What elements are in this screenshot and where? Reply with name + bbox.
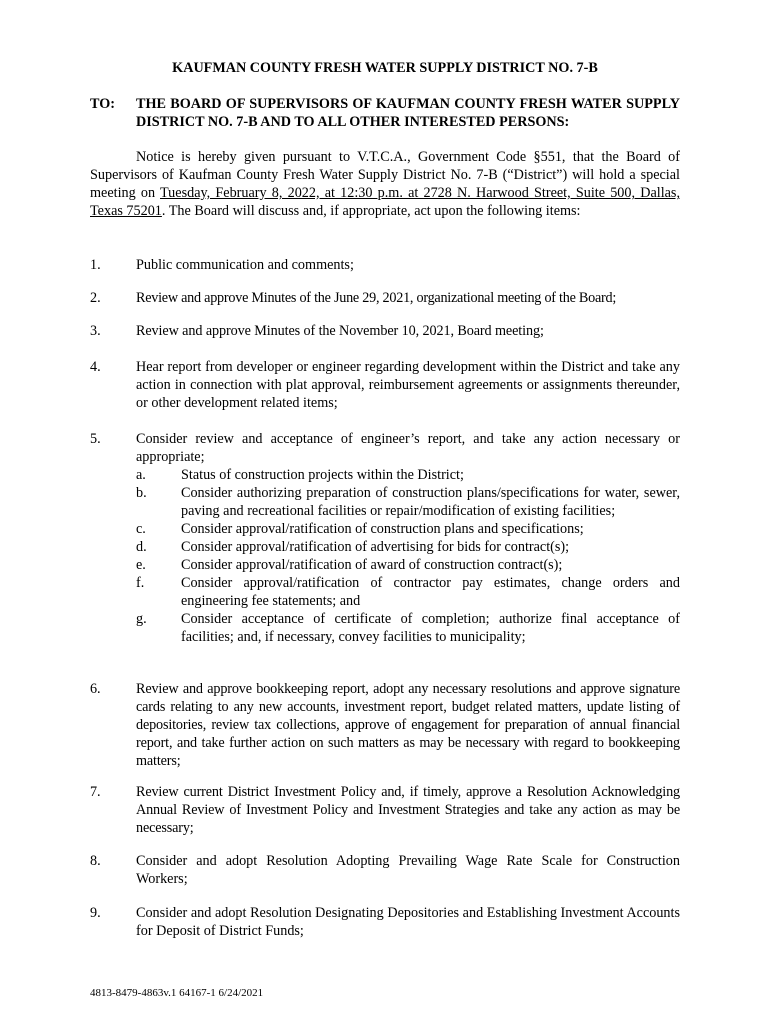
agenda-subitem [136, 610, 680, 646]
subitem-text: Consider approval/ratification of contractor pay estimates, change orders and engineering fee statements; and [181, 575, 680, 609]
agenda-item-text: Consider review and acceptance of engineer’s report, and take any action necessary or appropriate; [136, 431, 680, 465]
agenda-item [90, 783, 680, 837]
agenda-subitem [136, 520, 680, 538]
agenda-item [90, 430, 680, 646]
agenda-item [90, 322, 680, 340]
agenda-item-number: 6. [90, 681, 101, 697]
subitem-text: Status of construction projects within the District; [181, 467, 464, 483]
agenda-item-text: Consider and adopt Resolution Designating Depositories and Establishing Investment Accounts for Deposit of District Funds; [136, 905, 680, 939]
addressee-label: TO: [90, 96, 115, 112]
agenda-item [90, 852, 680, 888]
agenda-item-text: Consider and adopt Resolution Adopting Prevailing Wage Rate Scale for Construction Workers; [136, 853, 680, 887]
subitem-letter: b. [136, 485, 147, 501]
agenda-subitem [136, 556, 680, 574]
agenda-item-number: 1. [90, 257, 101, 273]
agenda-item-number: 9. [90, 905, 101, 921]
agenda-item [90, 904, 680, 940]
agenda-item-text: Review current District Investment Policy and, if timely, approve a Resolution Acknowledging Annual Review of Investment Policy and Investment Strategies and take any action as may be necessary; [136, 784, 680, 836]
agenda-item [90, 680, 680, 770]
agenda-item [90, 358, 680, 412]
agenda-item-number: 2. [90, 290, 101, 306]
subitem-letter: g. [136, 611, 147, 627]
notice-text-before: Notice is hereby given pursuant to V.T.C.A., Government Code §551, that the Board of Supervisors of Kaufman County Fresh Water Supply District No. 7-B (“District”) will hold a special meeting on [90, 149, 680, 201]
subitem-letter: c. [136, 521, 146, 537]
agenda-item-number: 5. [90, 431, 101, 447]
agenda-item-text: Review and approve Minutes of the November 10, 2021, Board meeting; [136, 323, 544, 339]
agenda-item-text: Review and approve Minutes of the June 29, 2021, organizational meeting of the Board; [136, 290, 617, 306]
subitem-text: Consider authorizing preparation of construction plans/specifications for water, sewer, paving and recreational facilities or repair/modification of existing facilities; [181, 485, 680, 519]
subitem-text: Consider acceptance of certificate of completion; authorize final acceptance of facilities; and, if necessary, convey facilities to municipality; [181, 611, 680, 645]
document-footer-id: 4813-8479-4863v.1 64167-1 6/24/2021 [90, 987, 264, 999]
agenda-subitem [136, 466, 680, 484]
document-title: KAUFMAN COUNTY FRESH WATER SUPPLY DISTRICT NO. 7-B [172, 60, 598, 76]
addressee-text: THE BOARD OF SUPERVISORS OF KAUFMAN COUNTY FRESH WATER SUPPLY DISTRICT NO. 7-B AND TO ALL OTHER INTERESTED PERSONS: [136, 96, 680, 130]
subitem-letter: d. [136, 539, 147, 555]
agenda-item-number: 8. [90, 853, 101, 869]
agenda-item [90, 289, 680, 307]
agenda-subitem [136, 538, 680, 556]
agenda-item [90, 256, 680, 274]
subitem-text: Consider approval/ratification of construction plans and specifications; [181, 521, 584, 537]
subitem-text: Consider approval/ratification of award of construction contract(s); [181, 557, 563, 573]
notice-paragraph [90, 148, 680, 220]
subitem-text: Consider approval/ratification of advertising for bids for contract(s); [181, 539, 570, 555]
meeting-date-location: Tuesday, February 8, 2022, at 12:30 p.m. at 2728 N. Harwood Street, Suite 500, Dallas, Texas 75201 [90, 185, 680, 219]
agenda-item-text: Public communication and comments; [136, 257, 354, 273]
agenda-subitem [136, 484, 680, 520]
agenda-item-number: 4. [90, 359, 101, 375]
notice-text-after: . The Board will discuss and, if appropriate, act upon the following items: [161, 203, 581, 219]
agenda-item-number: 7. [90, 784, 101, 800]
document-page [90, 0, 680, 1024]
subitem-letter: f. [136, 575, 145, 591]
agenda-item-text: Review and approve bookkeeping report, adopt any necessary resolutions and approve signature cards relating to any new accounts, investment report, budget related matters, update listing of depositories, review tax collections, approve of engagement for preparation of annual financial report, and take further action on such matters as may be necessary with regard to bookkeeping matters; [136, 681, 680, 769]
subitem-letter: a. [136, 467, 146, 483]
agenda-subitem [136, 574, 680, 610]
subitem-letter: e. [136, 557, 146, 573]
agenda-item-text: Hear report from developer or engineer regarding development within the District and take any action in connection with plat approval, reimbursement agreements or assignments thereunder, or other development related items; [136, 359, 680, 411]
agenda-item-number: 3. [90, 323, 101, 339]
